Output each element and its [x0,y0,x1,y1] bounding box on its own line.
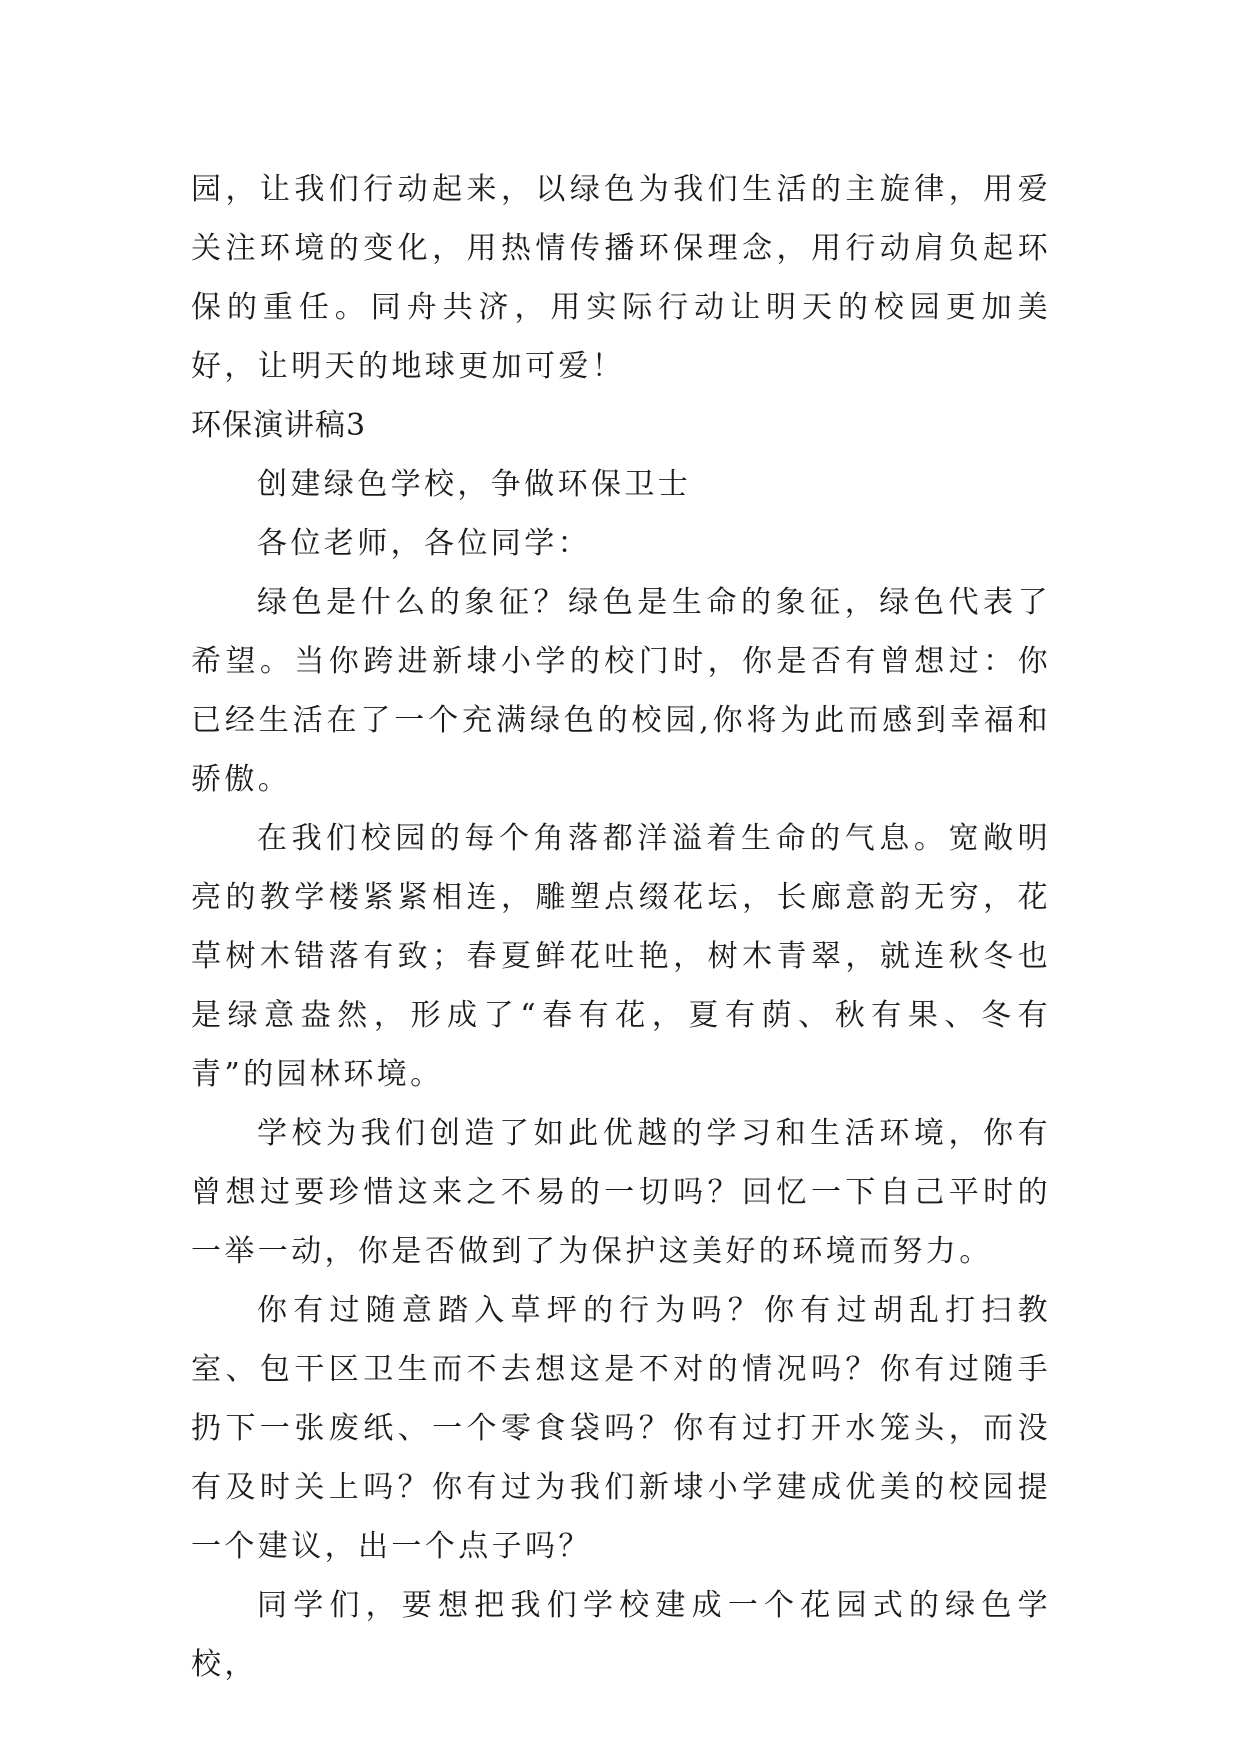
paragraph: 在我们校园的每个角落都洋溢着生命的气息。宽敞明亮的教学楼紧紧相连，雕塑点缀花坛，长廊意韵无穷，花草树木错落有致；春夏鲜花吐艳，树木青翠，就连秋冬也是绿意盎然，形成了“春有花，夏有荫、秋有果、冬有青”的园林环境。 [191,821,1051,1092]
continued-paragraph: 园，让我们行动起来，以绿色为我们生活的主旋律，用爱关注环境的变化，用热情传播环保理念，用行动肩负起环保的重任。同舟共济，用实际行动让明天的校园更加美好，让明天的地球更加可爱！ [191,172,1051,384]
section-title: 环保演讲稿3 [191,408,367,443]
paragraph: 你有过随意踏入草坪的行为吗？你有过胡乱打扫教室、包干区卫生而不去想这是不对的情况吗？你有过随手扔下一张废纸、一个零食袋吗？你有过打开水笼头，而没有及时关上吗？你有过为我们新埭小学建成优美的校园提一个建议，出一个点子吗？ [191,1293,1051,1564]
speech-title: 创建绿色学校，争做环保卫士 [257,467,692,502]
paragraph: 同学们，要想把我们学校建成一个花园式的绿色学校， [191,1588,1051,1682]
paragraph: 学校为我们创造了如此优越的学习和生活环境，你有曾想过要珍惜这来之不易的一切吗？回忆一下自己平时的一举一动，你是否做到了为保护这美好的环境而努力。 [191,1116,1051,1269]
paragraph: 绿色是什么的象征？绿色是生命的象征，绿色代表了希望。当你跨进新埭小学的校门时，你是否有曾想过：你已经生活在了一个充满绿色的校园,你将为此而感到幸福和骄傲。 [191,585,1051,797]
document-body [191,160,1051,1694]
salutation: 各位老师，各位同学： [257,526,591,561]
